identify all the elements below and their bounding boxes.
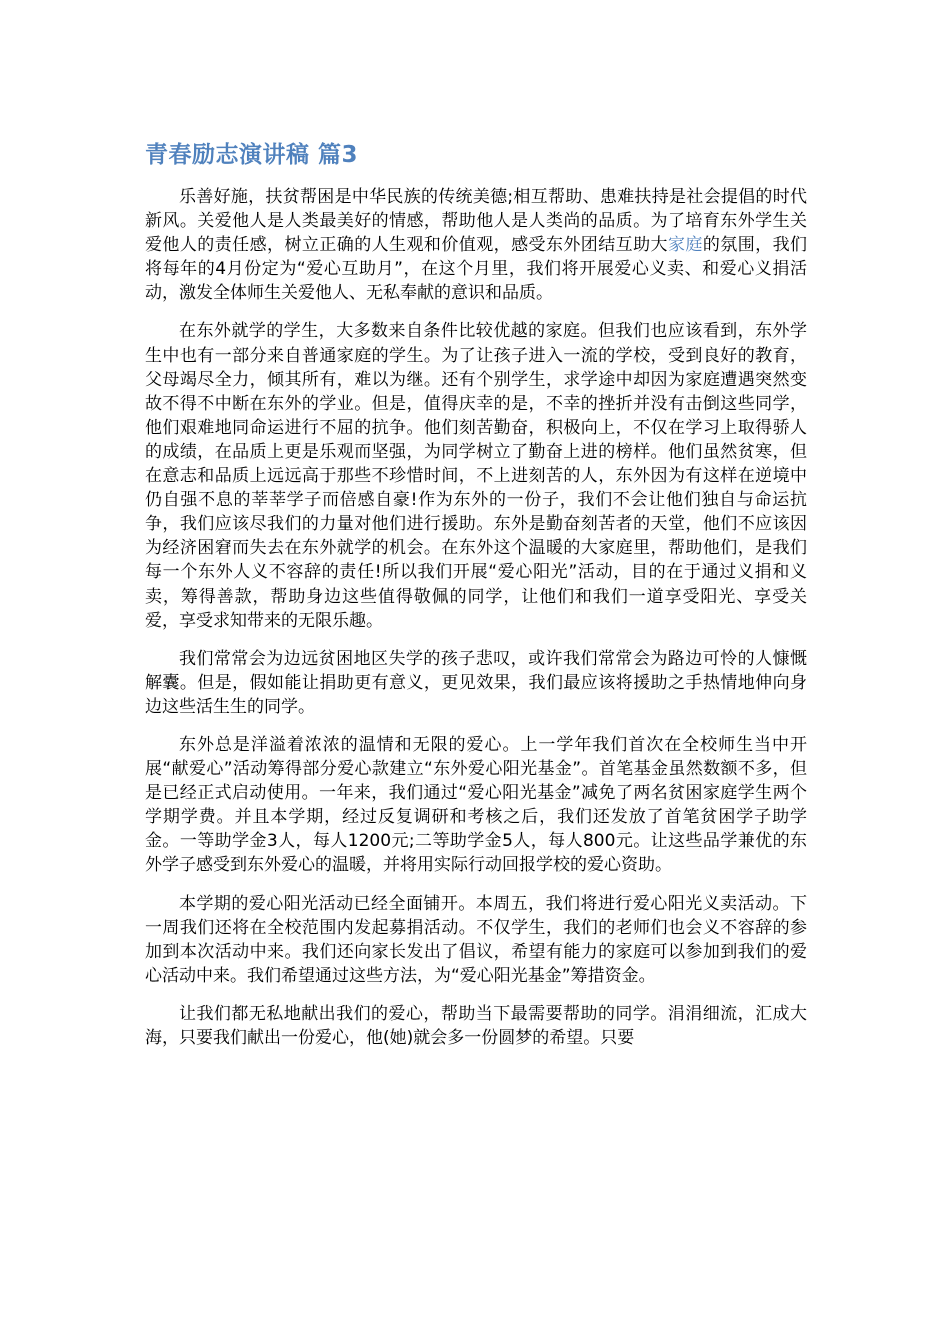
document-title: 青春励志演讲稿 篇3 [145, 142, 359, 168]
paragraph-3: 我们常常会为边远贫困地区失学的孩子悲叹，或许我们常常会为路边可怜的人慷慨解囊。但是，假如能让捐助更有意义，更见效果，我们最应该将援助之手热情地伸向身边这些活生生的同学。 [145, 648, 807, 717]
paragraph-4: 东外总是洋溢着浓浓的温情和无限的爱心。上一学年我们首次在全校师生当中开展“献爱心”活动筹得部分爱心款建立“东外爱心阳光基金”。首笔基金虽然数额不多，但是已经正式启动使用。一年来，我们通过“爱心阳光基金”减免了两名贫困家庭学生两个学期学费。并且本学期，经过反复调研和考核之后，我们还发放了首笔贫困学子助学金。一等助学金3人，每人1200元;二等助学金5人，每人800元。让这些品学兼优的东外学子感受到东外爱心的温暖，并将用实际行动回报学校的爱心资助。 [145, 734, 807, 876]
paragraph-1 [145, 185, 807, 305]
paragraph-6: 让我们都无私地献出我们的爱心，帮助当下最需要帮助的同学。涓涓细流，汇成大海，只要我们献出一份爱心，他(她)就会多一份圆梦的希望。只要 [145, 1003, 807, 1048]
paragraph-1-text-after: 的氛围，我们将每年的4月份定为“爱心互助月”，在这个月里，我们将开展爱心义卖、和爱心义捐活动，激发全体师生关爱他人、无私奉献的意识和品质。 [145, 235, 808, 304]
family-link[interactable]: 家庭 [667, 235, 703, 256]
document-body [145, 185, 807, 1064]
paragraph-1-text-before: 乐善好施，扶贫帮困是中华民族的传统美德;相互帮助、患难扶持是社会提倡的时代新风。关爱他人是人类最美好的情感，帮助他人是人类尚的品质。为了培育东外学生关爱他人的责任感，树立正确的人生观和价值观，感受东外团结互助大 [145, 187, 807, 256]
paragraph-5: 本学期的爱心阳光活动已经全面铺开。本周五，我们将进行爱心阳光义卖活动。下一周我们还将在全校范围内发起募捐活动。不仅学生，我们的老师们也会义不容辞的参加到本次活动中来。我们还向家长发出了倡议，希望有能力的家庭可以参加到我们的爱心活动中来。我们希望通过这些方法，为“爱心阳光基金”筹措资金。 [145, 893, 807, 986]
paragraph-2: 在东外就学的学生，大多数来自条件比较优越的家庭。但我们也应该看到，东外学生中也有一部分来自普通家庭的学生。为了让孩子进入一流的学校，受到良好的教育，父母竭尽全力，倾其所有，难以为继。还有个别学生，求学途中却因为家庭遭遇突然变故不得不中断在东外的学业。但是，值得庆幸的是，不幸的挫折并没有击倒这些同学，他们艰难地同命运进行不屈的抗争。他们刻苦勤奋，积极向上，不仅在学习上取得骄人的成绩，在品质上更是乐观而坚强，为同学树立了勤奋上进的榜样。他们虽然贫寒，但在意志和品质上远远高于那些不珍惜时间，不上进刻苦的人，东外因为有这样在逆境中仍自强不息的莘莘学子而倍感自豪!作为东外的一份子，我们不会让他们独自与命运抗争，我们应该尽我们的力量对他们进行援助。东外是勤奋刻苦者的天堂，他们不应该因为经济困窘而失去在东外就学的机会。在东外这个温暖的大家庭里，帮助他们，是我们每一个东外人义不容辞的责任!所以我们开展“爱心阳光”活动，目的在于通过义捐和义卖，筹得善款，帮助身边这些值得敬佩的同学，让他们和我们一道享受阳光、享受关爱，享受求知带来的无限乐趣。 [145, 321, 807, 631]
